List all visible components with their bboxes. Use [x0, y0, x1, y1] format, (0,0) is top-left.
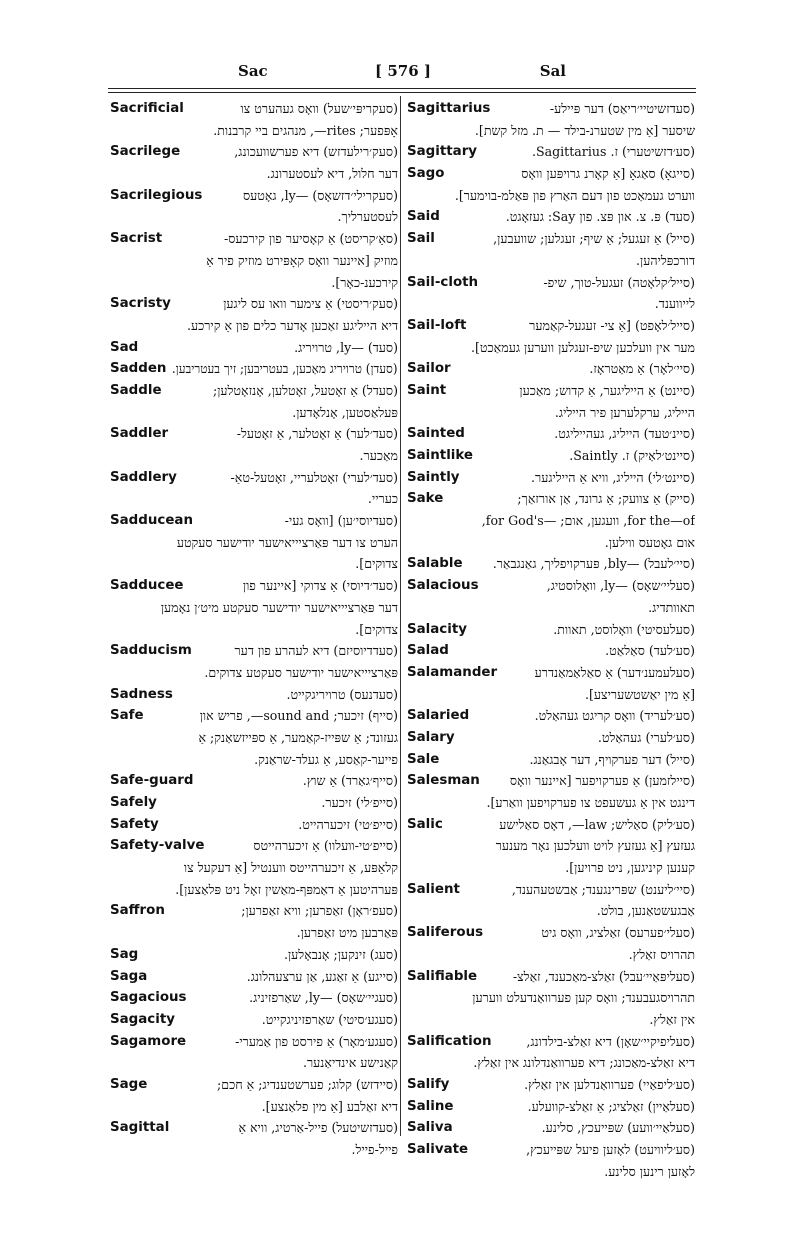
dictionary-entry: [110, 1074, 398, 1096]
entry-definition: (סעדיוסי׳ען) [וואָס געי-: [284, 513, 398, 529]
entry-headword: Sacrilege: [110, 144, 181, 160]
entry-definition: (סייגאָ) סאַגאָ [אַ קאָרנ גרויפּען וואָס: [521, 166, 695, 182]
entry-definition: (סע׳לעד) סאַלאַט.: [605, 643, 695, 659]
dictionary-entry: [110, 1031, 398, 1053]
entry-definition: פייער-קאַסע, אַ געלד-שראַנק.: [254, 751, 398, 767]
entry-definition: (סע׳דזשיטערי) ז. Sagittarius.: [531, 144, 695, 160]
column-divider: [400, 96, 401, 1136]
entry-headword: Saliva: [407, 1120, 453, 1136]
dictionary-entry: [110, 228, 398, 250]
entry-definition: (סעלעמענ׳דער) אַ סאַלאַמאַנדרע: [534, 664, 695, 680]
entry-definition: (סעליי׳שאָס) —ly, וואָלוסטיג,: [546, 578, 695, 594]
entry-headword: Salify: [407, 1076, 450, 1092]
entry-definition: דער פּאַרציייאישער יודישער סעקטע מיט׳ן נאָמען: [160, 599, 398, 615]
dictionary-entry: [407, 206, 695, 228]
entry-definition: (סייק) אַ צוועק; אַ גרונד, אַן אורזאַך;: [517, 491, 695, 507]
entry-definition: (סעלי׳פערעס) זאַלציג, וואָס גיט: [541, 925, 695, 941]
entry-continuation: [110, 857, 398, 879]
entry-definition: (סעלאַיי׳וועע) שפּייעכץ, סלינע.: [541, 1120, 695, 1136]
entry-headword: Sad: [110, 339, 139, 355]
dictionary-entry: [407, 315, 695, 337]
entry-definition: (סיי׳ליענט) שפּרינגענד; אַבשטעהענד,: [511, 881, 695, 897]
dictionary-entry: [407, 640, 695, 662]
entry-headword: Saddlery: [110, 469, 177, 485]
dictionary-entry: [407, 228, 695, 250]
dictionary-entry: [110, 185, 398, 207]
entry-continuation: [407, 1052, 695, 1074]
entry-definition: (סייף) זיכער; sound and—, פריש און: [199, 708, 398, 724]
entry-headword: Sacristy: [110, 296, 171, 312]
entry-continuation: [407, 597, 695, 619]
entry-definition: (סייפ׳לי) זיכער.: [321, 795, 398, 810]
dictionary-entry: [407, 1096, 695, 1118]
entry-continuation: [407, 684, 695, 706]
entry-definition: אין זאַלץ.: [649, 1011, 695, 1027]
entry-definition: (סעליפיקיי׳שאָן) דיא זאַלצ-בילדונג,: [526, 1033, 695, 1049]
entry-definition: קלאַפּע, אַ זיכערהייטס ווענטיל [אַ דעקעל צו: [183, 860, 398, 876]
entry-definition: געזונד; אַ שפּייז-קאַמער, אַ ספּייזשאַנק; אַ: [198, 729, 398, 745]
entry-continuation: [110, 553, 398, 575]
entry-headword: Sage: [110, 1076, 148, 1092]
entry-definition: פייל-פייל.: [351, 1142, 398, 1157]
dictionary-entry: [110, 1117, 398, 1139]
entry-headword: Sagacious: [110, 990, 187, 1006]
entry-continuation: [110, 120, 398, 142]
entry-definition: (סייל) אַ זעגעל; אַ שיף; זעגלען; שוועבען,: [493, 231, 695, 247]
dictionary-entry: [110, 987, 398, 1009]
dictionary-entry: [110, 835, 398, 857]
entry-definition: תהרויסגעבענד; וואָס קען פערוואַנדעלט ווערען: [472, 990, 695, 1006]
entry-definition: (סייפ׳טי-וועלוו) אַ זיכערהייטס: [253, 838, 398, 854]
entry-continuation: [110, 879, 398, 901]
dictionary-entry: [407, 141, 695, 163]
dictionary-entry: [110, 575, 398, 597]
entry-definition: (סעד) —ly, טרויריג.: [294, 339, 398, 355]
entry-headword: Sagittary: [407, 144, 478, 160]
entry-definition: (סעדזשיטיי׳ריאַס) דער פּיילע-: [549, 101, 695, 116]
entry-definition: (סיי׳לעבל) —bly, פּערקויפליך, גאַנגבאַר.: [492, 556, 695, 572]
entry-definition: (סאַ׳קריסט) אַ קאָסיער פון קירכעס-: [223, 231, 398, 247]
entry-continuation: [407, 835, 695, 857]
dictionary-entry: [110, 944, 398, 966]
entry-definition: מאַכער.: [359, 448, 398, 463]
dictionary-entry: [407, 705, 695, 727]
dictionary-entry: [407, 814, 695, 836]
entry-definition: (סע׳ליוויעט) לאָזען פיעל שפּייעכץ,: [526, 1142, 695, 1157]
dictionary-entry: [110, 423, 398, 445]
entry-definition: (סעק׳ריסטי) אַ צימער וואו עס ליגען: [223, 296, 398, 312]
header-rule: [108, 88, 696, 89]
entry-definition: (סעגע׳מאָר) אַ פירסט פון אַמערי-: [235, 1033, 398, 1049]
entry-continuation: [407, 532, 695, 554]
entry-headword: Sacrist: [110, 231, 163, 247]
entry-definition: (סעק׳רילעדזש) דיא פערשוועכונג,: [234, 144, 398, 160]
entry-continuation: [110, 206, 398, 228]
entry-definition: (סעדנעס) טרויריגקייט.: [286, 686, 398, 702]
entry-definition: פּעלאַסטען, אָנלאָדען.: [292, 404, 398, 420]
entry-definition: (סייגע) אַ זאַגע, אַן ערצעהלונג.: [246, 968, 398, 984]
dictionary-entry: [407, 1139, 695, 1161]
entry-definition: (סייף׳גאַרד) אַ שוץ.: [302, 773, 398, 789]
entry-continuation: [407, 792, 695, 814]
entry-definition: for the—of, וועגען, אום; —for God's,: [481, 513, 695, 529]
entry-headword: Safe: [110, 708, 144, 724]
dictionary-entry: [407, 445, 695, 467]
entry-definition: [אַ מין יאַשטשעריצע].: [584, 686, 695, 702]
entry-definition: שיסער [אַ מין שטערנ-בילד — ת. מזל קשת].: [474, 122, 695, 138]
entry-headword: Sadden: [110, 361, 167, 377]
entry-definition: (סע׳לעריד) וואָס קריגט געהאַלט.: [534, 708, 695, 724]
entry-headword: Safely: [110, 795, 157, 810]
entry-headword: Salivate: [407, 1142, 469, 1157]
entry-definition: (סעד׳לער) אַ זאָטלער, אַ זאָטעל-: [236, 426, 398, 442]
entry-continuation: [407, 510, 695, 532]
dictionary-entry: [110, 467, 398, 489]
dictionary-entry: [110, 337, 398, 359]
running-header: [108, 62, 696, 84]
entry-definition: (סייפ׳טי) זיכערהייט.: [298, 816, 398, 832]
entry-continuation: [110, 315, 398, 337]
dictionary-entry: [407, 966, 695, 988]
entry-definition: (סע׳ליק) סאַליש; law—, דאָס סאַלישע: [499, 816, 695, 832]
dictionary-entry: [110, 510, 398, 532]
entry-headword: Safety-valve: [110, 838, 205, 854]
dictionary-entry: [110, 293, 398, 315]
header-right-guideword: Sal: [539, 62, 566, 80]
entry-continuation: [110, 662, 398, 684]
entry-continuation: [407, 120, 695, 142]
entry-headword: Sagamore: [110, 1033, 187, 1049]
dictionary-entry: [110, 684, 398, 706]
dictionary-entry: [407, 1074, 695, 1096]
entry-headword: Salary: [407, 729, 455, 745]
entry-continuation: [407, 900, 695, 922]
entry-headword: Sailor: [407, 361, 451, 377]
entry-headword: Salient: [407, 881, 460, 897]
entry-headword: Saintlike: [407, 448, 474, 463]
entry-definition: פּאַרבען מיט זאַפרען.: [296, 925, 398, 941]
entry-definition: ווערט געמאַכט פון דעם האַרץ פון פּאַלמ-בוימער].: [454, 187, 695, 203]
entry-headword: Saintly: [407, 469, 460, 485]
entry-headword: Safety: [110, 816, 159, 832]
dictionary-entry: [110, 792, 398, 814]
entry-definition: (סעליפּאַיי׳עבל) זאַלצ-מאַכענד, זאַלצ-: [512, 968, 695, 984]
entry-definition: (סעפ׳ראָן) זאַפרען; וויא זאַפרען;: [241, 903, 398, 919]
dictionary-entry: [407, 163, 695, 185]
entry-definition: (סע׳ליפאַיי) פערוואַנדלען אין זאַלץ.: [524, 1076, 695, 1092]
entry-continuation: [110, 402, 398, 424]
entry-headword: Saffron: [110, 903, 165, 919]
entry-definition: (סעלעסיטי) וואָלוסט, תאוות.: [553, 621, 695, 637]
entry-definition: צדוקים].: [355, 556, 398, 572]
entry-continuation: [110, 488, 398, 510]
page-number: [ 576 ]: [375, 62, 431, 80]
dictionary-entry: [110, 814, 398, 836]
entry-headword: Salacity: [407, 621, 467, 637]
entry-headword: Sagacity: [110, 1011, 175, 1027]
entry-continuation: [407, 402, 695, 424]
entry-definition: פּאַרציייאישער יודישער סעקטע צדוקים.: [204, 664, 398, 680]
entry-headword: Sago: [407, 166, 445, 182]
dictionary-entry: [407, 619, 695, 641]
entry-definition: (סעקרילי׳דזשאָס) —ly, גאָטעס: [242, 187, 398, 203]
entry-definition: הערט צו דער פּאַרציייאישער יודישער סעקטע: [176, 534, 398, 550]
entry-definition: לייווענד.: [654, 296, 695, 312]
entry-continuation: [110, 163, 398, 185]
entry-definition: (סיינט׳לאַיק) ז. Saintly.: [569, 448, 695, 463]
dictionary-entry: [110, 1009, 398, 1031]
entry-headword: Salifiable: [407, 968, 478, 984]
entry-definition: (סעגע׳סיטי) שאַרפזיניגקייט.: [261, 1011, 398, 1027]
entry-headword: Sake: [407, 491, 444, 507]
entry-headword: Sainted: [407, 426, 465, 442]
entry-continuation: [110, 532, 398, 554]
entry-definition: (סייל׳קלאָטה) זעגעל-טוך, שיפ-: [543, 274, 695, 290]
dictionary-entry: [407, 575, 695, 597]
entry-continuation: [407, 1009, 695, 1031]
entry-continuation: [407, 185, 695, 207]
entry-continuation: [110, 922, 398, 944]
entry-definition: אָפּפער; rites—, מנהגים ביי קרבנות.: [213, 122, 398, 138]
entry-definition: כעריי.: [367, 491, 398, 507]
entry-headword: Sail-loft: [407, 317, 467, 333]
entry-continuation: [110, 272, 398, 294]
entry-headword: Salification: [407, 1033, 492, 1049]
entry-headword: Sadducism: [110, 643, 192, 659]
entry-headword: Sacrificial: [110, 101, 184, 116]
entry-headword: Sag: [110, 946, 139, 962]
dictionary-entry: [110, 900, 398, 922]
entry-definition: (סיידזש) קלוג; פערשטענדיג; אַ חכם;: [216, 1076, 398, 1092]
entry-continuation: [110, 250, 398, 272]
entry-continuation: [110, 727, 398, 749]
entry-continuation: [407, 987, 695, 1009]
entry-continuation: [110, 1096, 398, 1118]
entry-continuation: [110, 749, 398, 771]
header-left-guideword: Sac: [238, 62, 268, 80]
dictionary-entry: [407, 98, 695, 120]
dictionary-entry: [110, 141, 398, 163]
entry-definition: (סייל) דער פערקויף, דער אָבגאַנג.: [529, 751, 695, 767]
entry-definition: הייליג, ערקלערען פיר הייליג.: [554, 404, 695, 420]
entry-definition: (סעג) זינקען; אָנבאָלען.: [283, 946, 398, 962]
entry-headword: Sadness: [110, 686, 173, 702]
entry-definition: (סעדזשיטעל) פייל-אַרטיג, וויא אַ: [238, 1120, 398, 1136]
entry-definition: (סיינט) אַ הייליגער, אַ קדוש; מאַכען: [519, 382, 695, 398]
entry-definition: (סעד׳דיוסי) אַ צדוקי [איינער פון: [242, 578, 398, 594]
entry-definition: לעסטערליך.: [337, 209, 398, 225]
entry-headword: Salad: [407, 643, 449, 659]
dictionary-entry: [407, 467, 695, 489]
entry-definition: לאָזען רינען סלינע.: [604, 1163, 695, 1179]
dictionary-entry: [110, 640, 398, 662]
entry-definition: (סעדן) טרויריג מאַכען, בעטריבען; זיך בעטריבען.: [172, 361, 398, 377]
entry-definition: דיא זאַלבע [אַ מין פלאַנצע].: [261, 1098, 398, 1114]
entry-definition: (סיילזמען) אַ פערקויפער [איינער וואָס: [509, 773, 695, 789]
dictionary-entry: [407, 879, 695, 901]
entry-definition: דורכפּליהען.: [636, 252, 695, 268]
entry-definition: צדוקים].: [355, 621, 398, 637]
entry-definition: דינגט אין אַ געשעפט צו פערקויפען וואַרע].: [486, 795, 695, 810]
entry-headword: Salesman: [407, 773, 480, 789]
entry-definition: אַבגעשטאַנען, בולט.: [596, 903, 695, 919]
entry-definition: קירכענ-כאָר].: [331, 274, 398, 290]
entry-headword: Salic: [407, 816, 443, 832]
dictionary-entry: [407, 749, 695, 771]
entry-definition: מער אין וועלכען שיפ-זעגלען ווערען געמאַכט].: [471, 339, 695, 355]
entry-definition: אום גאָטעס ווילען.: [604, 534, 695, 550]
entry-headword: Saint: [407, 382, 447, 398]
dictionary-entry: [407, 423, 695, 445]
entry-headword: Salacious: [407, 578, 479, 594]
dictionary-entry: [407, 662, 695, 684]
entry-headword: Sale: [407, 751, 440, 767]
right-column: [407, 98, 695, 1182]
entry-definition: דיא הייליגע זאַכען אָדער כלים פון אַ קירכע.: [186, 317, 398, 333]
entry-continuation: [110, 1052, 398, 1074]
entry-definition: געזעץ [אַ געזעץ לויט וועלכען נאָר מענער: [495, 838, 695, 854]
dictionary-entry: [407, 272, 695, 294]
dictionary-entry: [407, 727, 695, 749]
left-column: [110, 98, 398, 1161]
entry-headword: Sacrilegious: [110, 187, 203, 203]
entry-definition: קענען קיניגען, ניט פרויען].: [565, 860, 695, 876]
entry-headword: Saliferous: [407, 925, 484, 941]
entry-definition: דער חלול, דיא לעסטערונג.: [266, 166, 398, 182]
dictionary-entry: [407, 553, 695, 575]
entry-headword: Sadducean: [110, 513, 193, 529]
dictionary-entry: [110, 705, 398, 727]
entry-definition: תהרויס זאַלץ.: [628, 946, 695, 962]
dictionary-entry: [407, 922, 695, 944]
entry-headword: Saddle: [110, 382, 162, 398]
entry-definition: (סעדדיוסיזם) דיא לעהרע פון דער: [234, 643, 398, 659]
entry-headword: Salamander: [407, 664, 498, 680]
entry-definition: תאוותדיג.: [648, 599, 695, 615]
dictionary-entry: [407, 1031, 695, 1053]
entry-continuation: [407, 857, 695, 879]
entry-continuation: [110, 619, 398, 641]
entry-definition: (סעלאַיין) זאַלציג; אַ זאַלצ-קוועלע.: [527, 1098, 695, 1114]
entry-headword: Sagittal: [110, 1120, 170, 1136]
entry-headword: Saga: [110, 968, 148, 984]
entry-definition: (סע׳לערי) געהאַלט.: [597, 729, 695, 745]
dictionary-entry: [110, 380, 398, 402]
dictionary-entry: [110, 966, 398, 988]
entry-continuation: [110, 597, 398, 619]
entry-headword: Saddler: [110, 426, 169, 442]
entry-headword: Sagittarius: [407, 101, 491, 116]
header-rule-thin: [108, 92, 696, 93]
dictionary-entry: [407, 1117, 695, 1139]
dictionary-entry: [110, 358, 398, 380]
entry-headword: Salable: [407, 556, 463, 572]
entry-definition: מוזיק [איינער וואָס קאָפּירט מוזיק פיר אַ: [206, 252, 398, 268]
dictionary-entry: [407, 770, 695, 792]
dictionary-entry: [110, 770, 398, 792]
entry-definition: (סעד) פּ. צ. און פּצ. פון Say: געזאָגט.: [505, 209, 695, 225]
entry-continuation: [407, 293, 695, 315]
entry-definition: (סיי׳לאָר) אַ מאַטראָז.: [589, 361, 695, 377]
entry-definition: (סעד׳לערי) זאָטלעריי, זאָטעל-טאַ-: [230, 469, 398, 485]
entry-continuation: [407, 250, 695, 272]
entry-headword: Salaried: [407, 708, 470, 724]
entry-definition: קאַנישע אינדיאַנער.: [302, 1055, 398, 1071]
dictionary-entry: [407, 380, 695, 402]
entry-definition: (סיינ׳טעד) הייליג, געהייליגט.: [554, 426, 695, 442]
entry-continuation: [407, 337, 695, 359]
entry-definition: (סעגיי׳שאָס) —ly, שאַרפזיניג.: [249, 990, 398, 1006]
entry-definition: (סעקריפּי׳שעל) וואָס געהערט צו: [240, 101, 398, 116]
entry-continuation: [110, 1139, 398, 1161]
entry-headword: Said: [407, 209, 440, 225]
entry-definition: (סיינט׳לי) הייליג, וויא אַ הייליגער.: [531, 469, 695, 485]
entry-definition: (סעדל) אַ זאָטעל, זאָטלען, אָנזאָטלען;: [212, 382, 398, 398]
entry-definition: (סייל׳לאָפט) [אַ צי- זעגעל-קאַמער: [529, 317, 695, 333]
entry-headword: Sail-cloth: [407, 274, 479, 290]
dictionary-entry: [110, 98, 398, 120]
dictionary-entry: [407, 358, 695, 380]
entry-continuation: [110, 445, 398, 467]
entry-definition: פּערהיטען אַ דאַמפּף-מאַשין זאָל ניט פּלאַצען].: [175, 881, 398, 897]
entry-continuation: [407, 1161, 695, 1183]
entry-headword: Sail: [407, 231, 435, 247]
dictionary-entry: [407, 488, 695, 510]
entry-headword: Saline: [407, 1098, 454, 1114]
entry-definition: דיא זאַלצ-מאַכונג; דיא פערוואַנדלונג אין זאַלץ.: [473, 1055, 695, 1071]
entry-headword: Sadducee: [110, 578, 184, 594]
entry-headword: Safe-guard: [110, 773, 194, 789]
entry-continuation: [407, 944, 695, 966]
